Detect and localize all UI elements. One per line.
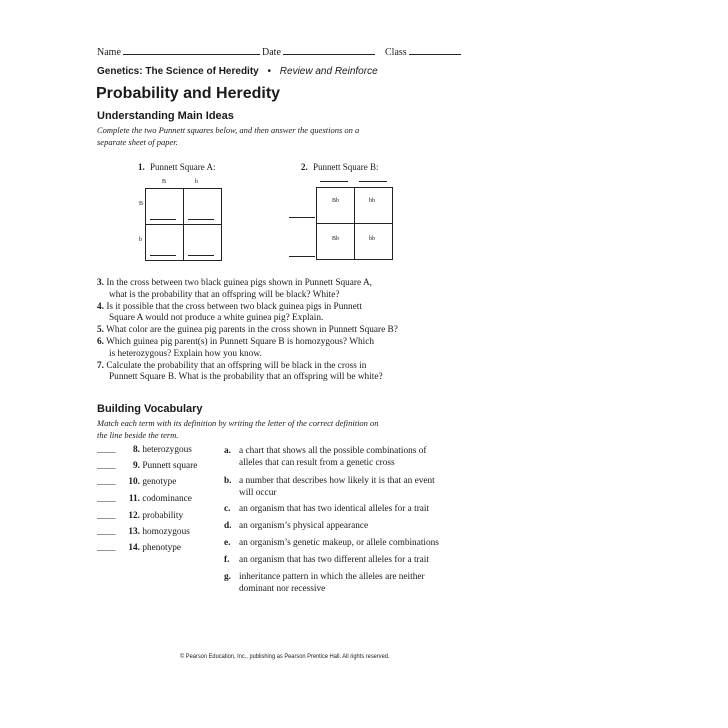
section-title: Review and Reinforce bbox=[279, 66, 378, 77]
question-text: Calculate the probability that an offspring will be black in the cross in bbox=[106, 360, 367, 371]
allele-blank-side-1[interactable] bbox=[289, 217, 315, 218]
class-field bbox=[385, 45, 461, 58]
date-label: Date bbox=[262, 47, 281, 58]
main-ideas-heading: Understanding Main Ideas bbox=[97, 110, 234, 122]
allele-blank-side-2[interactable] bbox=[289, 256, 315, 257]
question-number: 4. bbox=[97, 301, 104, 312]
answer-blank[interactable]: ____ bbox=[97, 527, 116, 537]
punnett-b-cell-2: bb bbox=[369, 198, 375, 204]
term-text: phenotype bbox=[142, 543, 182, 553]
cell-blank-a2[interactable] bbox=[188, 219, 214, 220]
definition-g bbox=[224, 571, 425, 595]
question-text: Square A would not produce a white guinea pig? Explain. bbox=[109, 313, 324, 324]
punnett-a-title: Punnett Square A: bbox=[150, 162, 216, 172]
term-text: heterozygous bbox=[142, 445, 192, 455]
name-label: Name bbox=[97, 47, 121, 58]
punnett-a-top-allele-1: B bbox=[162, 179, 167, 185]
question-7 bbox=[97, 361, 398, 385]
definition-letter: g. bbox=[224, 572, 231, 582]
definition-b bbox=[224, 475, 435, 499]
definition-text: an organism’s genetic makeup, or allele combinations bbox=[239, 538, 439, 548]
term-number: 12. bbox=[128, 511, 140, 521]
term-text: homozygous bbox=[142, 527, 190, 537]
term-text: Punnett square bbox=[142, 461, 198, 471]
name-blank[interactable] bbox=[123, 45, 260, 55]
copyright-footer: © Pearson Education, Inc., publishing as Pearson Prentice Hall. All rights reserved. bbox=[180, 654, 390, 660]
bullet: • bbox=[267, 66, 272, 77]
date-blank[interactable] bbox=[283, 45, 375, 55]
answer-blank[interactable]: ____ bbox=[97, 543, 116, 553]
date-field bbox=[262, 45, 375, 58]
question-text: is heterozygous? Explain how you know. bbox=[109, 348, 262, 359]
definition-c bbox=[224, 503, 429, 515]
allele-blank-top-1[interactable] bbox=[320, 181, 348, 182]
punnett-b-cell-4: bb bbox=[369, 236, 375, 242]
answer-blank[interactable]: ____ bbox=[97, 511, 116, 521]
definition-letter: b. bbox=[224, 476, 232, 486]
punnett-b-cell-3: Bb bbox=[332, 236, 340, 242]
definition-letter: f. bbox=[224, 555, 230, 565]
term-number: 14. bbox=[128, 543, 140, 553]
term-number: 9. bbox=[133, 461, 140, 471]
question-number: 5. bbox=[97, 325, 104, 336]
term-text: probability bbox=[142, 511, 184, 521]
answer-blank[interactable]: ____ bbox=[97, 477, 116, 487]
question-text: Which guinea pig parent(s) in Punnett Square B is homozygous? Which bbox=[106, 336, 374, 347]
vocabulary-instructions-1: Match each term with its definition by writing the letter of the correct definition on bbox=[97, 418, 379, 428]
punnett-a-side-allele-2: b bbox=[139, 237, 142, 243]
question-number: 6. bbox=[97, 336, 104, 347]
question-number: 3. bbox=[97, 278, 104, 288]
term-text: genotype bbox=[142, 477, 177, 487]
definition-text: will occur bbox=[239, 488, 277, 498]
term-row-13 bbox=[97, 527, 190, 537]
class-label: Class bbox=[385, 47, 407, 58]
term-number: 11. bbox=[128, 494, 140, 504]
cell-blank-a3[interactable] bbox=[150, 255, 176, 256]
definition-text: alleles that can result from a genetic cross bbox=[239, 458, 395, 468]
class-blank[interactable] bbox=[409, 45, 461, 55]
punnett-b-label bbox=[301, 162, 379, 172]
definition-letter: c. bbox=[224, 504, 231, 514]
question-text: In the cross between two black guinea pigs shown in Punnett Square A, bbox=[106, 278, 372, 288]
definition-letter: a. bbox=[224, 446, 231, 456]
definition-letter: e. bbox=[224, 538, 231, 548]
name-field bbox=[97, 45, 260, 58]
allele-blank-top-2[interactable] bbox=[359, 181, 387, 182]
punnett-b-title: Punnett Square B: bbox=[313, 162, 379, 172]
punnett-a-side-allele-1: B bbox=[139, 201, 144, 207]
definition-f bbox=[224, 554, 429, 566]
definition-text: dominant nor recessive bbox=[239, 584, 326, 594]
definition-a bbox=[224, 445, 426, 469]
grid-divider bbox=[317, 223, 392, 224]
definition-d bbox=[224, 520, 368, 532]
vocabulary-heading: Building Vocabulary bbox=[97, 403, 203, 415]
answer-blank[interactable]: ____ bbox=[97, 461, 116, 471]
grid-divider bbox=[146, 224, 221, 225]
definition-letter: d. bbox=[224, 521, 232, 531]
question-3 bbox=[97, 278, 398, 302]
punnett-square-a bbox=[145, 188, 222, 261]
definition-text: a number that describes how likely it is that an event bbox=[239, 476, 435, 486]
answer-blank[interactable]: ____ bbox=[97, 494, 116, 504]
question-number: 7. bbox=[97, 360, 104, 371]
answer-blank[interactable]: ____ bbox=[97, 445, 116, 455]
term-row-12 bbox=[97, 511, 183, 521]
main-ideas-instructions-1: Complete the two Punnett squares below, and then answer the questions on a bbox=[97, 125, 360, 135]
term-number: 10. bbox=[128, 477, 140, 487]
definition-text: an organism’s physical appearance bbox=[239, 521, 369, 531]
question-text: Is it possible that the cross between two black guinea pigs in Punnett bbox=[106, 301, 362, 312]
question-text: what is the probability that an offspring will be black? White? bbox=[109, 289, 340, 300]
term-row-10 bbox=[97, 477, 176, 487]
punnett-b-number: 2. bbox=[301, 162, 308, 172]
term-row-14 bbox=[97, 543, 181, 553]
question-5 bbox=[97, 325, 398, 337]
term-row-11 bbox=[97, 494, 192, 504]
question-text: What color are the guinea pig parents in the cross shown in Punnett Square B? bbox=[106, 325, 398, 336]
punnett-a-label bbox=[138, 162, 216, 172]
definition-text: an organism that has two identical alleles for a trait bbox=[239, 504, 430, 514]
questions-list bbox=[97, 278, 398, 384]
term-row-8 bbox=[97, 445, 192, 455]
definition-text: inheritance pattern in which the alleles are neither bbox=[239, 572, 425, 582]
cell-blank-a1[interactable] bbox=[150, 219, 176, 220]
cell-blank-a4[interactable] bbox=[188, 255, 214, 256]
course-title: Genetics: The Science of Heredity bbox=[97, 66, 259, 77]
question-text: Punnett Square B. What is the probability that an offspring will be white? bbox=[109, 372, 383, 383]
page-title: Probability and Heredity bbox=[96, 85, 281, 102]
punnett-a-number: 1. bbox=[138, 162, 145, 172]
punnett-a-top-allele-2: b bbox=[195, 179, 198, 185]
punnett-b-cell-1: Bb bbox=[332, 198, 340, 204]
vocabulary-instructions-2: the line beside the term. bbox=[97, 430, 179, 440]
term-row-9 bbox=[97, 461, 197, 471]
question-4 bbox=[97, 302, 398, 326]
definition-e bbox=[224, 537, 439, 549]
term-number: 13. bbox=[128, 527, 140, 537]
definition-text: a chart that shows all the possible combinations of bbox=[239, 446, 427, 456]
term-number: 8. bbox=[133, 445, 140, 455]
main-ideas-instructions-2: separate sheet of paper. bbox=[97, 137, 178, 147]
question-6 bbox=[97, 337, 398, 361]
punnett-square-b bbox=[316, 187, 393, 260]
term-text: codominance bbox=[142, 494, 192, 504]
course-line bbox=[97, 66, 378, 77]
definition-text: an organism that has two different alleles for a trait bbox=[239, 555, 429, 565]
